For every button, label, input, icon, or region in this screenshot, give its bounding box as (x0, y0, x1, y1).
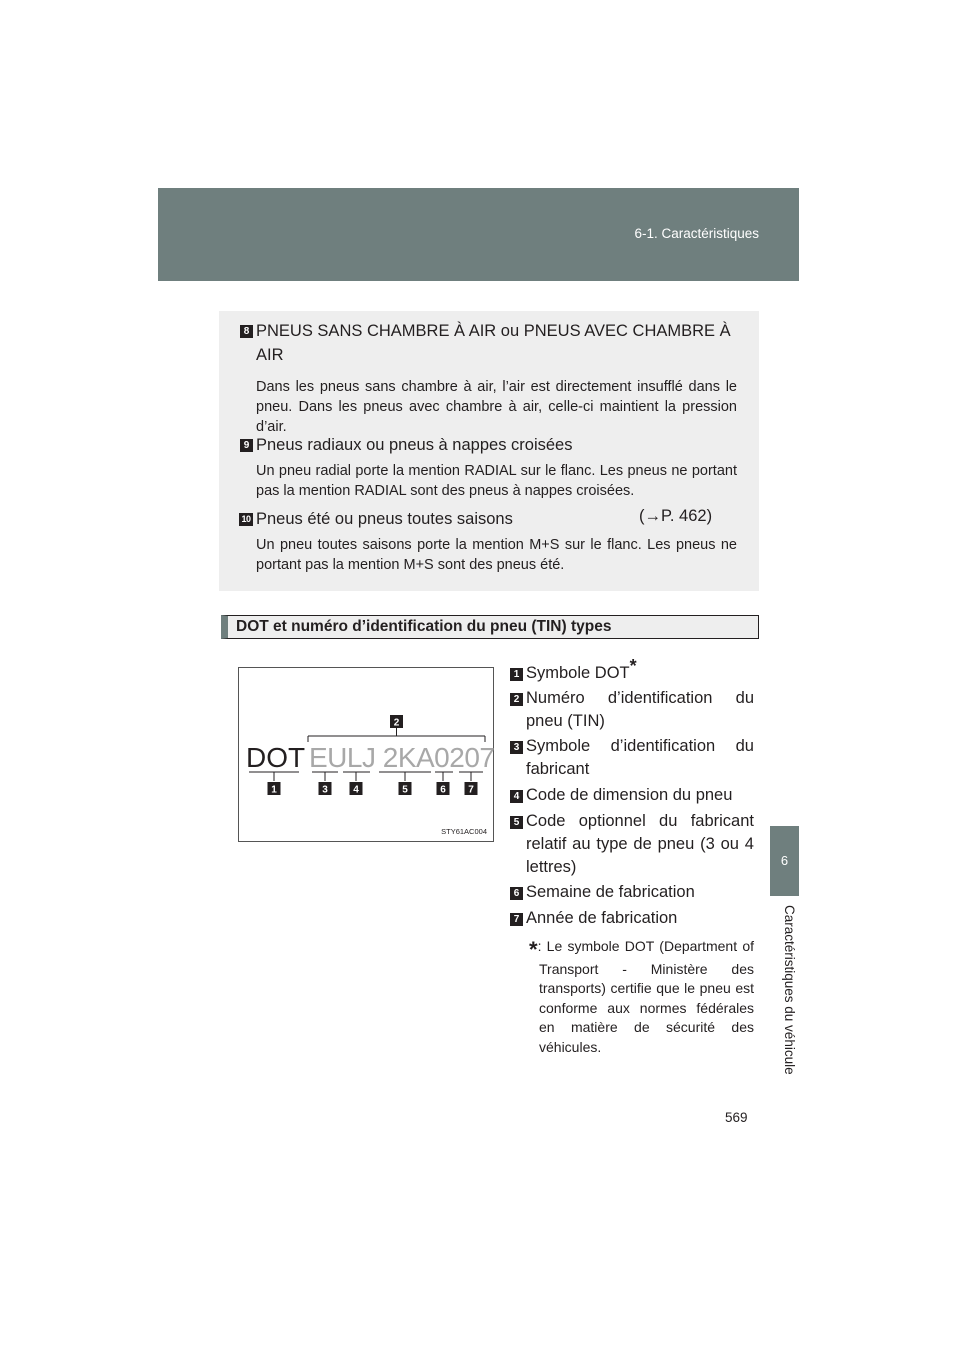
footnote (515, 937, 754, 1057)
callout-5-label: 5 (402, 784, 408, 796)
badge-9: 9 (240, 439, 253, 452)
badge-3: 3 (510, 741, 523, 754)
callout-6-label: 6 (440, 784, 446, 796)
info-box (219, 311, 759, 591)
badge-7: 7 (510, 913, 523, 926)
section-heading: 6-1. Caractéristiques (634, 226, 759, 241)
page-number: 569 (725, 1110, 748, 1125)
callout-2-label: 2 (393, 717, 400, 729)
legend-text: Numéro d’identification du pneu (TIN) (526, 689, 754, 730)
legend-text: Année de fabrication (526, 909, 678, 927)
dot-diagram-svg (239, 668, 495, 843)
chapter-label: Caractéristiques du véhicule (782, 905, 797, 1075)
figure-id: STY61AC004 (441, 827, 487, 836)
callout-3-label: 3 (322, 784, 328, 796)
entry-body: Un pneu toutes saisons porte la mention M+S sur le flanc. Les pneus ne portant pas la mention M+S sont des pneus été. (256, 537, 737, 573)
legend-text: Code de dimension du pneu (526, 786, 733, 804)
badge-6: 6 (510, 887, 523, 900)
badge-2: 2 (510, 693, 523, 706)
header-band (158, 188, 799, 281)
callout-1-label: 1 (271, 784, 277, 796)
entry-title: Pneus été ou pneus toutes saisons (256, 510, 513, 528)
legend-text: Semaine de fabrication (526, 883, 695, 901)
section-title: DOT et numéro d’identification du pneu (TIN) types (221, 615, 759, 639)
tin-code-text: EULJ 2KA0207 (309, 742, 495, 773)
footnote-text: : Le symbole DOT (Department of Transport - Ministère des transports) certifie que le pneu est conforme aux normes fédérales en matière de sécurité des véhicules. (537, 938, 754, 1055)
badge-4: 4 (510, 790, 523, 803)
badge-8: 8 (240, 325, 253, 338)
segment-lines (249, 772, 483, 781)
dot-diagram (238, 667, 494, 842)
entry-body: Un pneu radial porte la mention RADIAL sur le flanc. Les pneus ne portant pas la mention RADIAL sont des pneus à nappes croisées. (256, 463, 737, 499)
page-reference-link[interactable]: (→P. 462) (639, 507, 713, 525)
legend-text: Code optionnel du fabricant relatif au type de pneu (3 ou 4 lettres) (526, 812, 754, 876)
entry-title: Pneus radiaux ou pneus à nappes croisées (256, 436, 573, 454)
callout-7-label: 7 (468, 784, 474, 796)
chapter-tab[interactable]: 6 (770, 826, 799, 896)
badge-5: 5 (510, 816, 523, 829)
entry-title: PNEUS SANS CHAMBRE À AIR ou PNEUS AVEC CHAMBRE À AIR (256, 322, 731, 364)
dot-text: DOT (246, 742, 306, 773)
badge-1: 1 (510, 668, 523, 681)
badge-10: 10 (239, 513, 253, 526)
callout-4-label: 4 (353, 784, 359, 796)
footnote-mark: * (629, 656, 637, 676)
entry-body: Dans les pneus sans chambre à air, l’air est directement insufflé dans le pneu. Dans les pneus avec chambre à air, celle-ci maintient la pression d’air. (256, 379, 737, 435)
footnote-asterisk: * (529, 937, 538, 962)
legend-text: Symbole DOT (526, 664, 630, 682)
legend-text: Symbole d’identification du fabricant (526, 737, 754, 778)
